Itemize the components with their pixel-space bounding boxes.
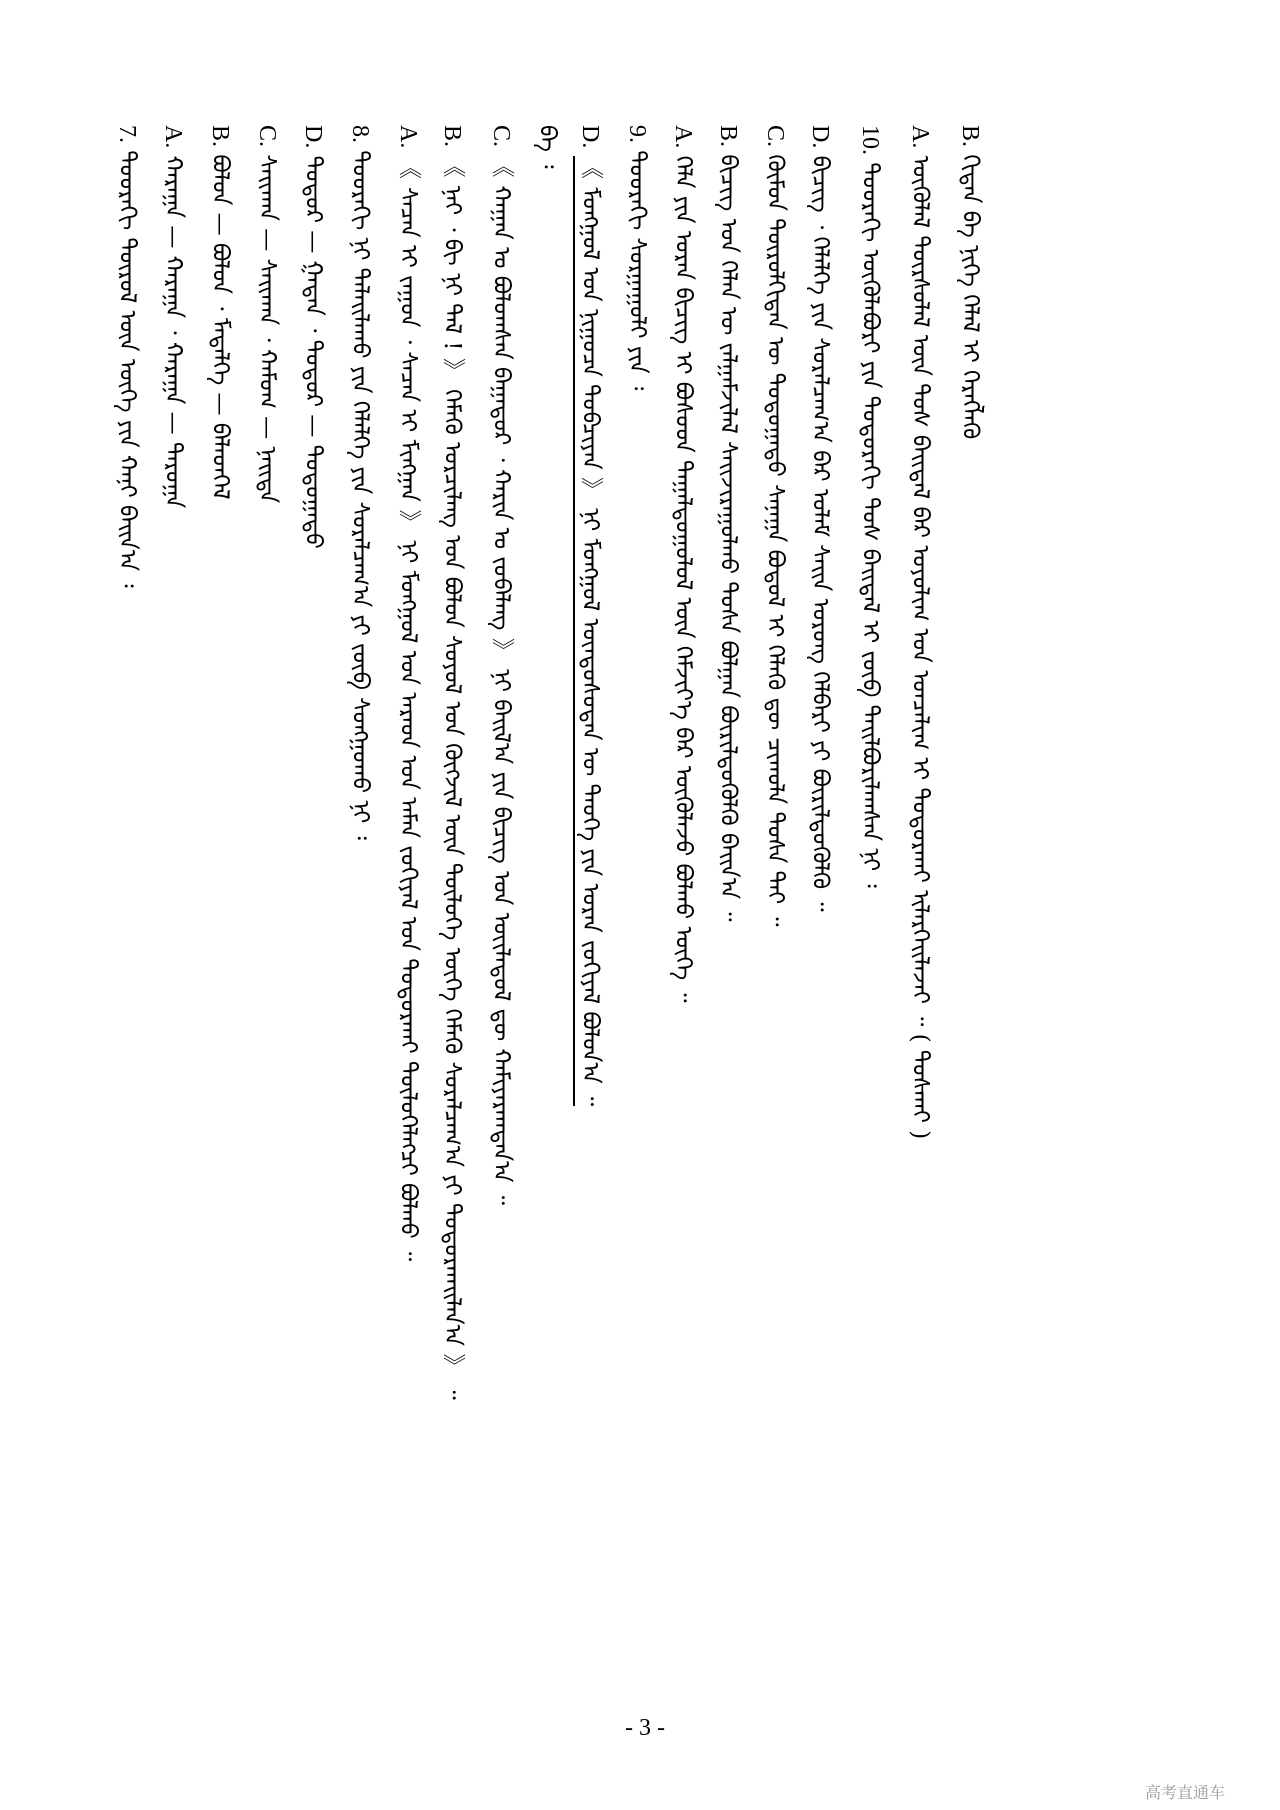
question-number: 9. [624, 125, 650, 143]
question-8-line [345, 125, 375, 840]
option-label: D. [300, 125, 326, 149]
option-label: A. [670, 125, 696, 149]
option-label: A. [907, 125, 933, 149]
option-text: 《 ᠬᠠᠭᠠᠨ ᠤ ᠪᠣᠯᠤᠭᠰᠠᠨ ᠪᠠᠭᠠᠳᠤᠷ ᠂ ᠬᠠᠷᠢᠨ ᠤ ᠵᠣᠪᠠᠯᠠᠩ 》 ᠨᠢ ᠪᠠᠢᠯ᠎ᠠ ᠶᠢᠨ ᠪᠢᠴᠢᠭ ᠤᠨ ᠦᠢᠯᠡᠳᠦᠯ ᠳᠦ ᠬᠠᠮᠢᠶᠠᠷᠠᠭᠳᠠᠨ᠎ᠠ ᠃ [488, 154, 514, 1205]
option-label: C. [488, 125, 514, 148]
option-label: C. [762, 125, 788, 148]
page-number: - 3 - [625, 1715, 665, 1741]
question-text: ᠳᠣᠣᠷᠠᠬᠢ ᠦᠭᠦᠯᠡᠪᠦᠷᠢ ᠶᠢᠨ ᠳᠣᠲᠣᠷᠠᠬᠢ ᠲᠤᠰ ᠪᠠᠢᠳᠠᠯ ᠢ ᠵᠥᠪ ᠲᠠᠢᠯᠪᠤᠷᠢᠯᠠᠭᠰᠠᠨ ᠨᠢ ᠄ [857, 162, 883, 888]
option-label: A. [395, 125, 421, 149]
option-text: ᠪᠣᠯᠤᠨ — ᠪᠣᠯᠤᠨ ᠂ ᠮᠡᠳᠡᠯᠭᠡ — ᠪᠡᠯᠡᠳᠬᠡᠯ [207, 154, 233, 500]
option-text: ᠦᠭᠦᠯᠡᠯ ᠳᠦᠷᠰᠦᠯᠡᠯ ᠦᠨ ᠲᠤᠰ ᠪᠠᠢᠳᠠᠯ ᠪᠠᠷ ᠤᠶᠤᠯᠢᠭ ᠤᠨ ᠣᠨᠴᠠᠯᠢᠭ ᠢ ᠲᠣᠳᠣᠷᠬᠠᠢ ᠢᠯᠡᠷᠬᠡᠢᠯᠡᠵᠡᠢ ᠃ ( ᠲᠤᠰᠬᠠᠢ ) [907, 155, 933, 1140]
option-label: D. [807, 125, 833, 149]
question-7-line [112, 125, 142, 588]
option-text: ᠰᠠᠢᠬᠠᠨ — ᠰᠠᠢᠬᠠᠨ ᠂ ᠬᠠᠮᠤᠭ — ᠨᠡᠢᠲᠡ [254, 154, 280, 504]
option-b-line [955, 125, 985, 439]
option-text: ᠬᠠᠷᠠᠭᠠ — ᠬᠠᠷᠠᠭᠠ ᠂ ᠬᠠᠷᠠᠭᠠ — ᠳᠠᠷᠤᠭᠠ [160, 155, 186, 509]
question-text: ᠳᠣᠣᠷᠠᠬᠢ ᠨᠢ ᠳᠠᠯᠠᠢᠯᠠᠬᠤ ᠶᠢᠨ ᠬᠡᠯᠡᠯᠭᠡ ᠶᠢᠨ ᠰᠤᠷᠠᠯᠴᠠᠭ᠎ᠠ ᠶᠢ ᠵᠥᠪ ᠰᠣᠩᠭᠣᠬᠤ ᠨᠢ ᠄ [347, 150, 373, 840]
marker-text: ᠪᠡ ᠄ [534, 125, 560, 169]
option-a-line [905, 125, 935, 1139]
question-text: ᠳᠣᠣᠷᠠᠬᠢ ᠰᠤᠷᠭᠠᠭᠤᠯᠢ ᠶᠢᠨ ᠄ [624, 150, 650, 391]
option-a-line [158, 125, 188, 508]
option-label: A. [160, 125, 186, 149]
option-text: ᠳᠣᠲᠣᠷ — ᠭᠠᠳᠠᠨ ᠂ ᠳᠣᠲᠣᠷ — ᠳᠣᠲᠣᠭᠠᠳᠤ [300, 155, 326, 549]
question-number: 7. [114, 125, 140, 143]
option-d-line [805, 125, 835, 912]
question-text: ᠳᠣᠣᠷᠠᠬᠢ ᠲᠥᠷᠥᠯ ᠦᠨ ᠦᠭᠡ ᠶᠢᠨ ᠬᠠᠨᠢ ᠪᠠᠢᠨ᠎ᠠ ᠄ [114, 150, 140, 588]
watermark: 高考直通车 [1145, 1783, 1226, 1802]
option-text-underlined: 《 ᠮᠣᠩᠭᠣᠯ ᠤᠨ ᠨᠢᠭᠤᠴᠠ ᠲᠣᠪᠴᠢᠶᠠᠨ 》 ᠨᠢ ᠮᠣᠩᠭᠣᠯ ᠦᠨᠳᠦᠰᠦᠲᠡᠨ ᠦ ᠲᠡᠦᠬᠡ ᠶᠢᠨ ᠤᠷᠠᠨ ᠵᠣᠬᠢᠶᠠᠯ ᠪᠣᠯᠤᠨ᠎ᠠ ᠃ [573, 156, 603, 1106]
option-label: B. [207, 125, 233, 148]
section-marker [532, 125, 562, 169]
option-label: B. [715, 125, 741, 148]
option-text: ᠪᠢᠴᠢᠭ ᠤᠨ ᠬᠡᠯᠡᠨ ᠦ ᠵᠠᠯᠭᠠᠮᠵᠢᠯᠠᠯ ᠰᠠᠢᠵᠢᠷᠠᠭᠤᠯᠬᠤ ᠲᠤᠰᠠ ᠪᠣᠯᠭᠠᠨ ᠪᠦᠷᠢᠯᠳᠦᠭᠦᠯᠬᠦ ᠪᠠᠢᠨ᠎ᠠ ᠃ [715, 154, 741, 922]
question-9-line [622, 125, 652, 390]
option-b-line [713, 125, 743, 922]
option-label: D. [577, 125, 603, 149]
option-text: 《 ᠨᠠᠢ ᠂ ᠪᠢ ᠨᠢ ᠲᠡᠯ ! 》 ᠬᠡᠮᠡᠬᠦ ᠣᠷᠴᠢᠯᠠᠩ ᠤᠨ ᠪᠣᠯᠤᠨ ᠰᠣᠶᠣᠯ ᠤᠨ ᠬᠥᠭᠵᠢᠯ ᠦᠨ ᠲᠥᠯᠥᠭᠡ ᠦᠭᠡ ᠬᠡᠮᠡᠬᠦ ᠰᠤᠷᠠᠯᠴᠠᠭ᠎ᠠ ᠶᠢ ᠲᠣᠳᠣᠷᠬᠠᠢᠯᠠᠨ᠎ᠠ 》 ᠃ [439, 154, 465, 1400]
option-a-line [668, 125, 698, 1003]
question-10-line [855, 125, 885, 888]
option-c-line [760, 125, 790, 927]
option-c-line [486, 125, 516, 1205]
option-label: B. [439, 125, 465, 148]
option-text: ᠬᠢᠳᠠᠨ ᠪᠠ ᠨᠢᠭᠡ ᠬᠡᠯᠡᠯ ᠢ ᠬᠡᠷᠡᠭᠯᠡᠬᠦ [957, 154, 983, 440]
option-d-line [298, 125, 328, 549]
option-a-line [393, 125, 423, 1261]
option-b-line [205, 125, 235, 500]
option-text: 《 ᠰᠡᠴᠡᠨ ᠢ ᠵᠠᠭᠤᠨ ᠂ ᠰᠡᠴᠡᠨ ᠢ ᠮᠢᠩᠭᠠᠨ 》 ᠨᠢ ᠮᠣᠩᠭᠣᠯ ᠤᠨ ᠠᠷᠠᠳ ᠤᠨ ᠠᠮᠠᠨ ᠵᠣᠬᠢᠶᠠᠯ ᠤᠨ ᠲᠣᠳᠣᠷᠬᠠᠢ ᠲᠥᠯᠥᠭᠡᠯᠡᠭᠴᠢ ᠪᠣᠯᠬᠤ ᠃ [395, 155, 421, 1262]
option-d-line [575, 125, 605, 1106]
question-number: 10. [857, 125, 883, 155]
option-label: C. [254, 125, 280, 148]
question-number: 8. [347, 125, 373, 143]
option-label: B. [957, 125, 983, 148]
option-text: ᠬᠦᠮᠦᠨ ᠲᠥᠷᠦᠯᠬᠢᠲᠡᠨ ᠦ ᠳᠣᠲᠣᠭᠠᠳᠤ ᠰᠠᠨᠠᠭᠠ ᠪᠣᠳᠤᠯ ᠢ ᠬᠡᠯᠡᠬᠦ ᠳᠦ ᠴᠢᠬᠤᠯᠠ ᠲᠤᠰᠠ ᠲᠠᠢ ᠃ [762, 154, 788, 927]
option-c-line [252, 125, 282, 503]
option-text: ᠪᠢᠴᠢᠭ ᠂ ᠬᠡᠯᠡᠯᠭᠡ ᠶᠢᠨ ᠰᠤᠷᠠᠯᠴᠠᠭ᠎ᠠ ᠪᠠᠷ ᠤᠯᠠᠮ ᠰᠠᠢᠨ ᠤᠷᠤᠩ ᠬᠡᠯᠪᠡᠷᠢ ᠶᠢ ᠪᠦᠷᠢᠯᠳᠦᠭᠦᠯᠬᠦ ᠃ [807, 155, 833, 912]
option-text: ᠬᠡᠯᠡ ᠶᠢᠨ ᠤᠷᠠᠨ ᠪᠢᠴᠢᠭ ᠢ ᠪᠤᠰᠤᠳ ᠳᠠᠭᠠᠯᠳᠤᠭᠤᠯᠤᠯ ᠦᠨ ᠬᠡᠮᠵᠢᠶ᠎ᠡ ᠪᠠᠷ ᠦᠭᠦᠯᠡᠵᠦ ᠪᠣᠯᠬᠤ ᠦᠭᠡ ᠃ [670, 155, 696, 1003]
option-b-line [437, 125, 467, 1400]
